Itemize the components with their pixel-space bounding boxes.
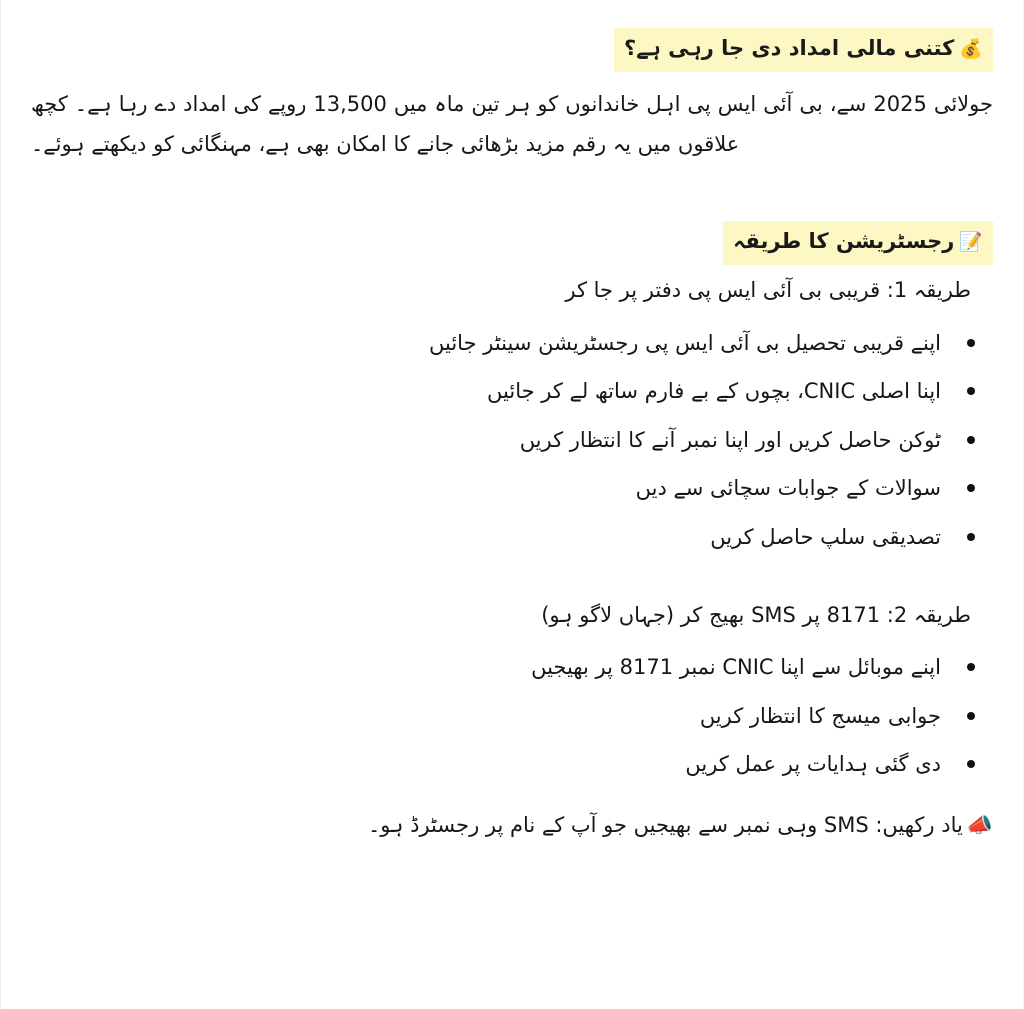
bullet-icon <box>967 436 975 444</box>
spacer <box>31 165 993 221</box>
list-item <box>31 748 941 781</box>
list-item-text: ٹوکن حاصل کریں اور اپنا نمبر آنے کا انتظار کریں <box>519 427 941 452</box>
list-item <box>31 375 941 408</box>
section-heading-registration-row <box>31 221 993 265</box>
spacer <box>31 570 993 596</box>
financial-aid-paragraph: جولائی 2025 سے، بی آئی ایس پی اہل خاندانوں کو ہر تین ماہ میں 13,500 روپے کی امداد دے رہا ہے۔ کچھ علاقوں میں یہ رقم مزید بڑھائی جانے کا امکان بھی ہے، مہنگائی کو دیکھتے ہوئے۔ <box>31 91 993 157</box>
registration-note <box>31 807 993 845</box>
list-item <box>31 521 941 554</box>
bullet-icon <box>967 533 975 541</box>
method-2-steps-list <box>31 651 993 781</box>
list-item-text: اپنے قریبی تحصیل بی آئی ایس پی رجسٹریشن سینٹر جائیں <box>429 330 941 355</box>
megaphone-icon: 📣 <box>966 813 993 838</box>
registration-note-text: یاد رکھیں: SMS وہی نمبر سے بھیجیں جو آپ کے نام پر رجسٹرڈ ہو۔ <box>367 813 963 838</box>
list-item-text: جوابی میسج کا انتظار کریں <box>699 703 941 728</box>
money-bag-icon: 💰 <box>959 38 983 60</box>
method-2-title: طریقہ 2: 8171 پر SMS بھیج کر (جہاں لاگو ہو) <box>541 602 971 627</box>
bullet-icon <box>967 339 975 347</box>
list-item <box>31 424 941 457</box>
list-item-text: اپنے موبائل سے اپنا CNIC نمبر 8171 پر بھیجیں <box>531 655 941 680</box>
list-item <box>31 472 941 505</box>
list-item-text: اپنا اصلی CNIC، بچوں کے بے فارم ساتھ لے کر جائیں <box>487 379 941 404</box>
section-heading-registration <box>723 221 993 265</box>
section-heading-financial-aid <box>614 28 993 72</box>
method-1-title: طریقہ 1: قریبی بی آئی ایس پی دفتر پر جا کر <box>565 277 971 302</box>
list-item <box>31 651 941 684</box>
list-item-text: تصدیقی سلپ حاصل کریں <box>710 524 941 549</box>
method-1-steps-list <box>31 327 993 554</box>
section-heading-financial-aid-row <box>31 28 993 72</box>
bullet-icon <box>967 712 975 720</box>
bullet-icon <box>967 387 975 395</box>
bullet-icon <box>967 663 975 671</box>
memo-icon: 📝 <box>959 231 983 254</box>
list-item-text: دی گئی ہدایات پر عمل کریں <box>685 752 941 777</box>
section-heading-registration-text: رجسٹریشن کا طریقہ <box>733 229 955 254</box>
list-item <box>31 700 941 733</box>
section-heading-financial-aid-text: کتنی مالی امداد دی جا رہی ہے؟ <box>624 36 955 60</box>
bullet-icon <box>967 484 975 492</box>
list-item <box>31 327 941 360</box>
bullet-icon <box>967 760 975 768</box>
list-item-text: سوالات کے جوابات سچائی سے دیں <box>635 476 941 501</box>
